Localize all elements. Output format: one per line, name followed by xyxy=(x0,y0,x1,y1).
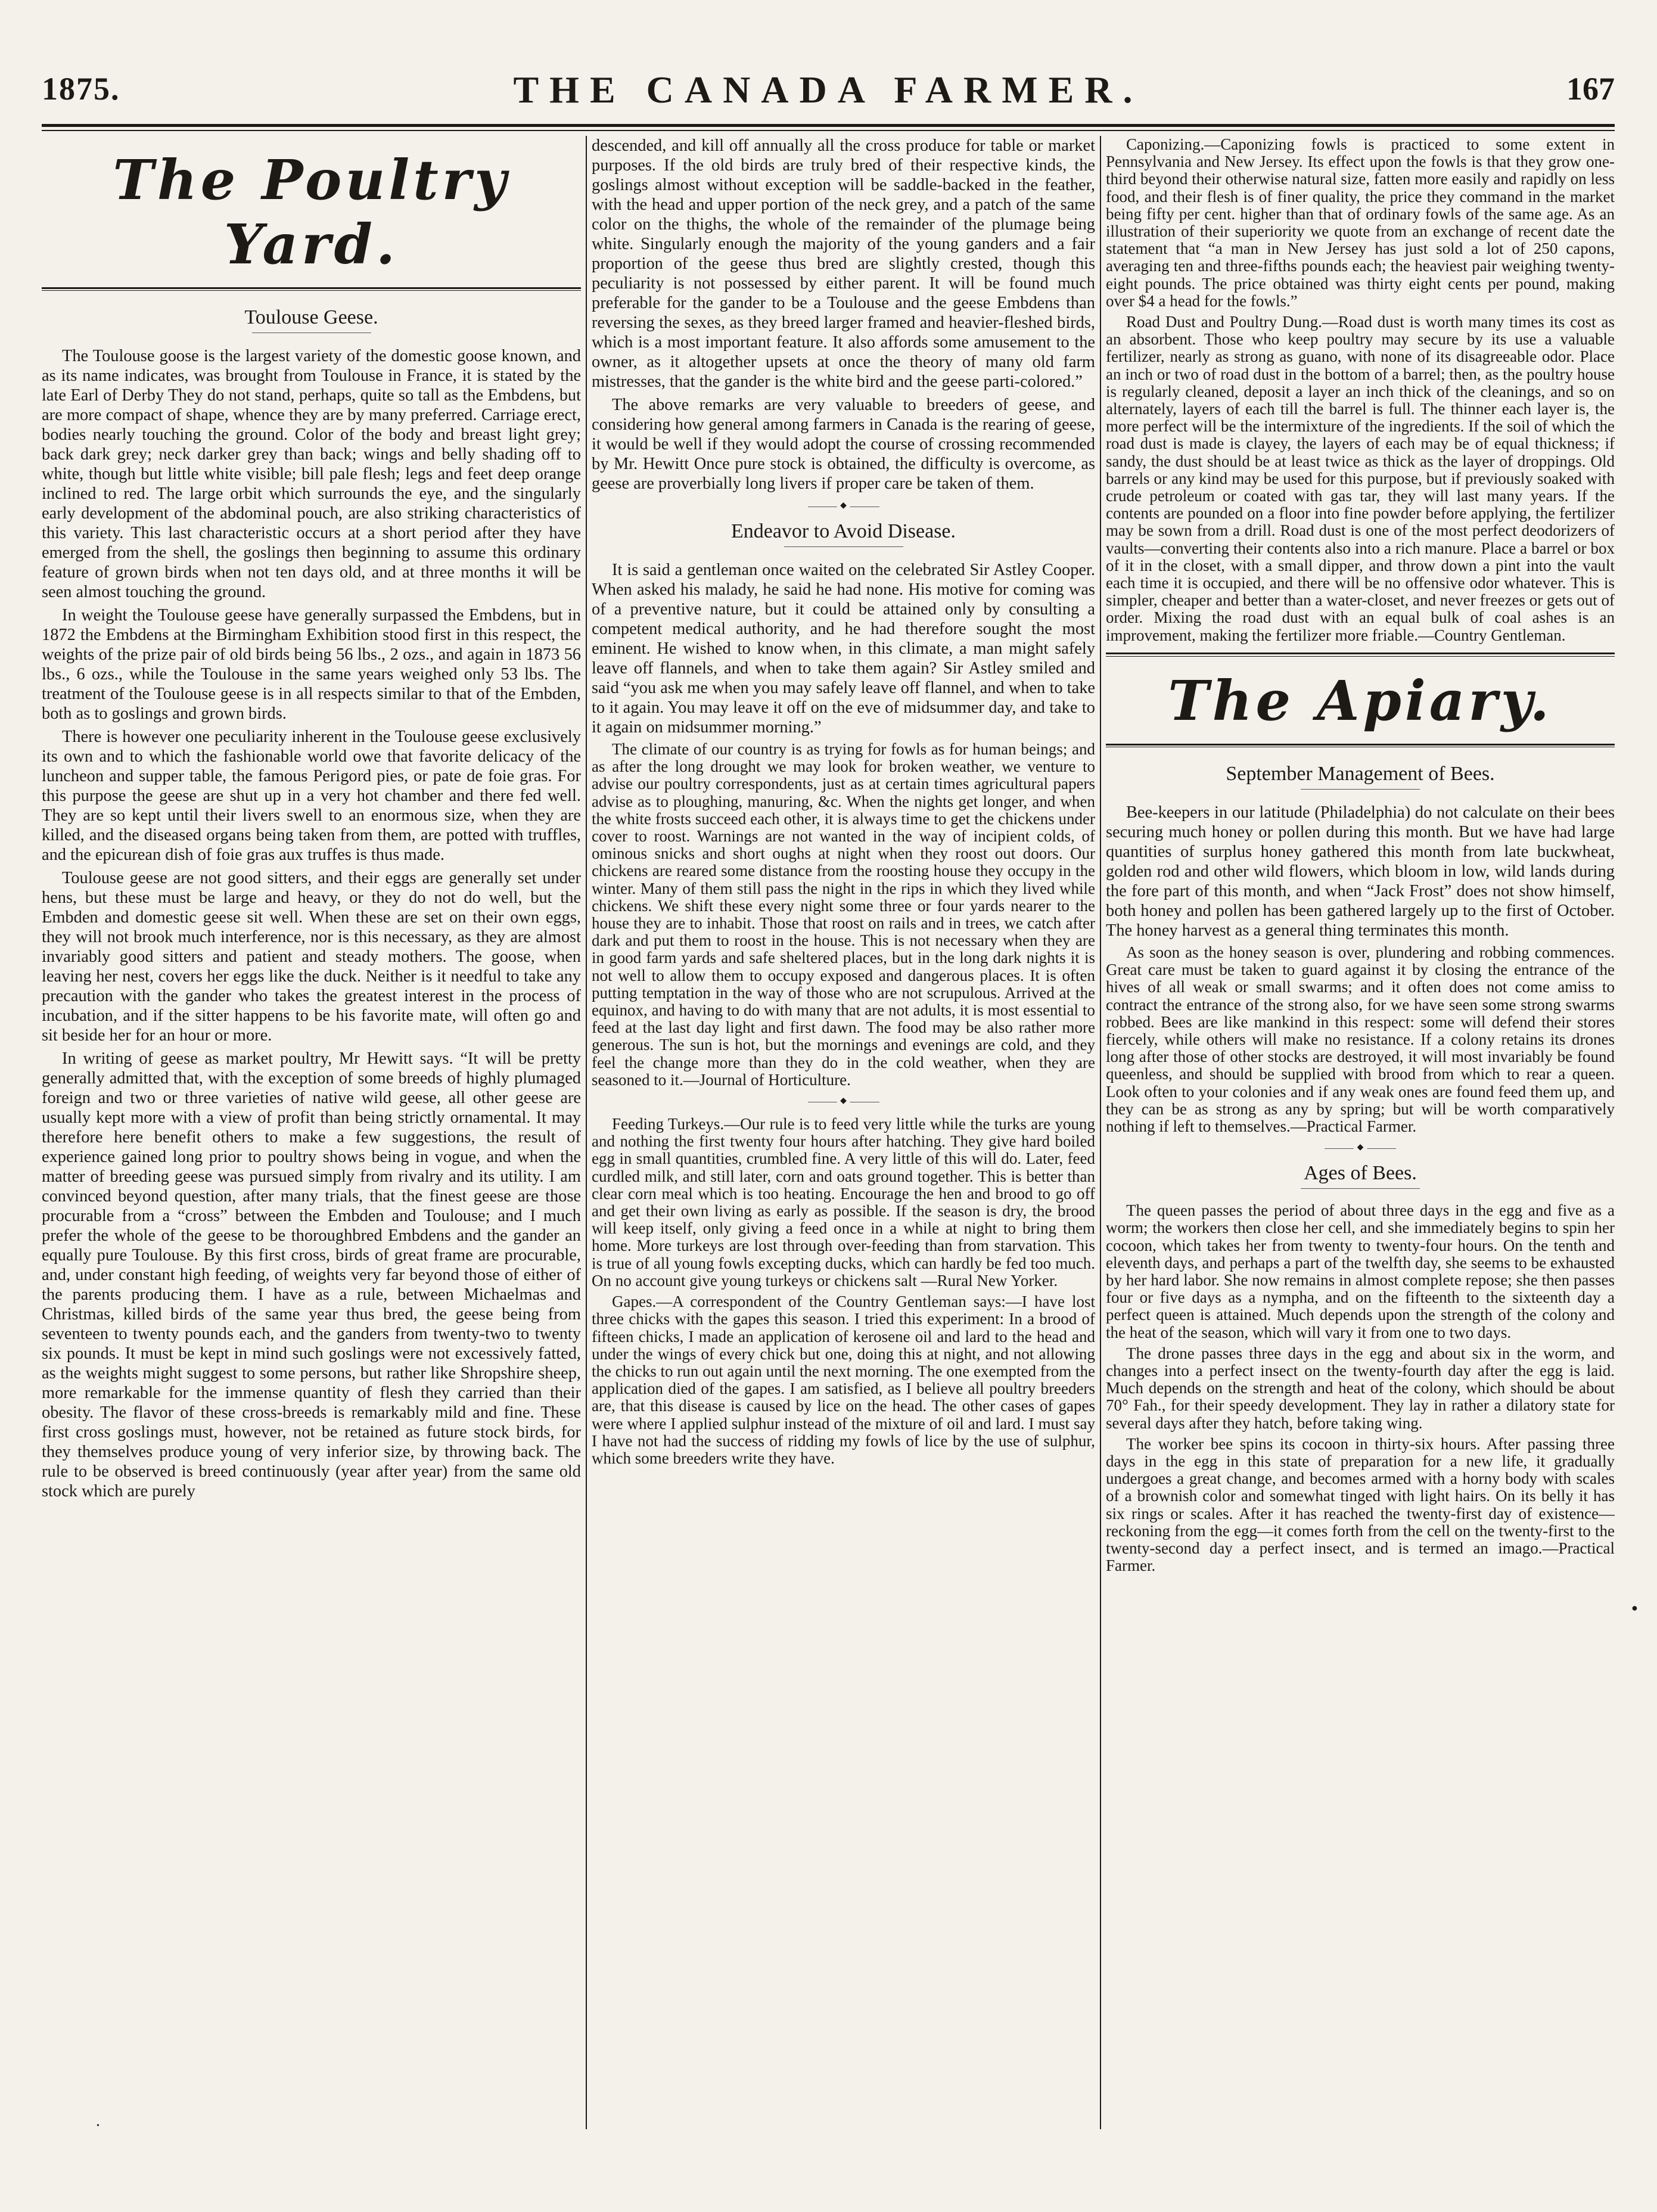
paragraph: Bee-keepers in our latitude (Philadelphia) do not calculate on their bees securing much honey or pollen during this month. But we have had large quantities of surplus honey gathered this month from late buckwheat, golden rod and other wild flowers, which bloom in low, wild lands during the fore part of this month, and when “Jack Frost” does not show himself, both honey and pollen has been gathered largely up to the first of October. The honey harvest as a general thing terminates this month. xyxy=(1106,803,1615,940)
column-1 xyxy=(42,136,581,2138)
department-rule-thin xyxy=(1106,656,1615,657)
department-rule xyxy=(42,287,581,289)
paragraph-caponizing: Caponizing.—Caponizing fowls is practiced to some extent in Pennsylvania and New Jersey. Its effect upon the fowls is that they grow one-third beyond their otherwise natural size, fatten more easily and rapidly on less food, and their flesh is of finer quality, the price they command in the market being fifty per cent. higher than that of ordinary fowls of the same age. As an illustration of their superiority we quote from an exchange of recent date the statement that “a man in New Jersey has just sold a lot of 250 capons, averaging ten and three-fifths pounds each; the heaviest pair weighing twenty-eight pounds. The price obtained was thirty eight cents per pound, making over $4 a head for the fowls.” xyxy=(1106,136,1615,310)
paragraph: In writing of geese as market poultry, Mr Hewitt says. “It will be pretty generally admitted that, with the exception of some breeds of highly plumaged foreign and two or three varieties of native wild geese, all other geese are usually kept more with a view of profit than being strictly ornamental. It may therefore here benefit others to make a few suggestions, the result of experience gained long prior to poultry shows being in vogue, and when the matter of breeding geese was pursued simply from rivalry and its utility. I am convinced beyond question, after many trials, that the finest geese are those procurable from a “cross” between the Embden and Toulouse; and I much prefer the whole of the geese to be thoroughbred Embdens and the gander an equally pure Toulouse. By this first cross, birds of great frame are procurable, and, under constant high feeding, of weights very far beyond those of either of the parents producing them. I have as a rule, between Michaelmas and Christmas, killed birds of the same year thus bred, the geese being from seventeen to twenty pounds each, and the ganders from twenty-two to twenty six pounds. It must be kept in mind such goslings were not excessively fatted, as the weights might suggest to some persons, but rather like Shropshire sheep, more remarkable for the immense quantity of flesh they carried than their obesity. The flavor of these cross-breeds is remarkably mild and fine. These first cross goslings must, however, not be retained as future stock birds, for they themselves produce young of very inferior size, by throwing back. The rule to be observed is breed continuously (year after year) from the same old stock which are purely xyxy=(42,1049,581,1500)
paragraph-gapes: Gapes.—A correspondent of the Country Gentleman says:—I have lost three chicks with the gapes this season. I tried this experiment: In a brood of fifteen chicks, I made an application of kerosene oil and lard to the head and under the wings of every chick but one, doing this at night, and not allowing the chicks to run out again until the next morning. The one exempted from the application died of the gapes. I am satisfied, as I believe all poultry breeders are, that this disease is caused by lice on the head. The other cases of gapes were where I applied sulphur instead of the mixture of oil and lard. I must say I have not had the success of ridding my fowls of lice by the use of sulphur, which some breeders write they have. xyxy=(592,1293,1095,1467)
department-rule xyxy=(1106,653,1615,654)
paragraph: The climate of our country is as trying for fowls as for human beings; and as after the long drought we may look for broken weather, we venture to advise our poultry correspondents, just as at certain times agricultural papers advise as to ploughing, manuring, &c. When the nights get longer, and when the white frosts succeed each other, it is always time to get the chickens under cover to roost. Warnings are not wanted in the way of incipient colds, of ominous snicks and short oughs at night when they roost out doors. Our chickens are reared some distance from the roosting house they occupy in the winter. Many of them still pass the night in the rips in which they lived while chickens. We shift these every night some three or four yards nearer to the house they are to inhabit. Those that roost on rails and in trees, we catch after dark and put them to roost in the house. This is not necessary when they are in good farm yards and safe sheltered places, but in the long dark nights it is not well to allow them to occupy exposed and dangerous places. It is often putting temptation in the way of those who are not scrupulous. Arrived at the equinox, and having to do with many that are not adults, it is most essential to feed at the last day light and first dawn. The food may be also rather more generous. The sun is hot, but the mornings and evenings are cold, and they feel the change more than they do in the cold weather, when they are seasoned to it.—Journal of Horticulture. xyxy=(592,740,1095,1089)
paragraph: The above remarks are very valuable to breeders of geese, and considering how general among farmers in Canada is the rearing of geese, it would be well if they would adopt the course of crossing recommended by Mr. Hewitt Once pure stock is obtained, the difficulty is overcome, as geese are proverbially long livers if proper care be taken of them. xyxy=(592,396,1095,493)
paragraph: As soon as the honey season is over, plundering and robbing commences. Great care must be taken to guard against it by closing the entrance of the hives of all weak or small swarms; and it often does not come amiss to contract the entrance of the strong also, for we have seen some strong swarms robbed. Bees are like mankind in this respect: some will defend their stores fiercely, while others will make no resistance. If a colony retains its drones long after those of other stocks are destroyed, it will most invariably be found queenless, and should be supplied with brood from which to rear a queen. Look often to your colonies and if any weak ones are found feed them up, and they can be as strong as any by spring; but will be worth comparatively nothing if left to themselves.—Practical Farmer. xyxy=(1106,943,1615,1135)
header-year: 1875. xyxy=(42,71,120,107)
paragraph: Toulouse geese are not good sitters, and their eggs are generally set under hens, but these must be large and heavy, or they do not do well, but the Embden and domestic geese sit well. When these are set on their own eggs, they will not brook much interference, nor is this necessary, as they are almost invariably good sitters and patient and steady mothers. The goose, when leaving her nest, covers her eggs like the duck. Neither is it needful to take any precaution with the gander who takes the greatest interest in the process of incubation, and if the sitter happens to be his favorite mate, will often go and sit beside her for an hour or more. xyxy=(42,869,581,1045)
apiary-department-title: The Apiary. xyxy=(1168,668,1553,733)
page-header xyxy=(42,70,1615,118)
section-title-september-bees: September Management of Bees. xyxy=(1106,763,1615,790)
margin-mark: ● xyxy=(1631,1602,1638,1614)
department-rule xyxy=(1106,744,1615,745)
paragraph: The drone passes three days in the egg and about six in the worm, and changes into a perfect insect on the twenty-fourth day after the egg is laid. Much depends on the strength and heat of the colony, which should be about 70° Fah., for their speedy development. They lay in rather a dilatory state for several days after they hatch, before taking wing. xyxy=(1106,1344,1615,1432)
header-rule-thin xyxy=(42,130,1615,131)
paragraph-road-dust: Road Dust and Poultry Dung.—Road dust is worth many times its cost as an absorbent. Those who keep poultry may secure by its use a valuable fertilizer, nearly as strong as guano, with none of its disagreeable odor. Place an inch or two of road dust in the bottom of a barrel; then, as the poultry house is regularly cleaned, deposit a layer an inch thick of the cleanings, and so on alternately, layers of each till the barrel is full. The thinner each layer is, the more perfect will be the intermixture of the ingredients. If the soil of which the road dust is made is clayey, the layers of each may be of equal thickness; if sandy, the dust should be at least twice as thick as the layer of droppings. Old barrels or any kind may be used for this purpose, but if previously soaked with crude petroleum or coated with gas tar, they will last many years. If the contents are pounded on a floor into fine powder before applying, the fertilizer may be sown from a drill. Road dust is one of the most perfect deodorizers of vaults—converting their contents also into a rich manure. Place a barrel or box of it in the closet, with a small dipper, and throw down a pint into the vault each time it is occupied, and there will be no offensive odor whatever. This is simpler, cheaper and better than a water-closet, and never freezes or gets out of order. Mixing the road dust with an equal bulk of coal ashes is an improvement, making the fertilizer more friable.—Country Gentleman. xyxy=(1106,313,1615,644)
paragraph: The queen passes the period of about three days in the egg and five as a worm; the workers then close her cell, and she immediately begins to spin her cocoon, which takes her from twenty to twenty-four hours. On the tenth and eleventh days, and perhaps a part of the twelfth day, she seems to be exhausted by her hard labor. She now remains in almost complete repose; she then passes four or five days as a nympha, and on the fifteenth to the sixteenth day a perfect queen is attained. Much depends upon the strength of the colony and the heat of the season, which will vary it from one to two days. xyxy=(1106,1201,1615,1341)
page-number: 167 xyxy=(1566,71,1615,107)
paragraph: The worker bee spins its cocoon in thirty-six hours. After passing three days in the egg in this state of preparation for a new life, it gradually undergoes a great change, and becomes armed with a horny body with scales of a brownish color and somewhat tinged with light hairs. On its belly it has six rings or scales. After it has reached the twenty-first day of existence—reckoning from the egg—it comes forth from the cell on the twenty-first to the twenty-second day a perfect insect, and is termed an imago.—Practical Farmer. xyxy=(1106,1434,1615,1575)
paragraph: The Toulouse goose is the largest variety of the domestic goose known, and as its name indicates, was brought from Toulouse in France, it is stated by the late Earl of Derby They do not stand, perhaps, quite so tall as the Embdens, but are more compact of shape, whence they are by many preferred. Carriage erect, bodies nearly touching the ground. Color of the body and breast light grey; back dark grey; neck darker grey than back; wings and belly shading off to white, though but little white visible; bill pale flesh; legs and feet deep orange inclined to red. The large orbit which surrounds the eye, and the singularly early development of the abdominal pouch, are also striking characteristics of this variety. This last characteristic occurs at a short period after they have emerged from the shell, the goslings then beginning to assume this ordinary feature of grown birds when not ten days old, and at three months it will be seen almost touching the ground. xyxy=(42,347,581,601)
column-3 xyxy=(1106,136,1615,2138)
section-title-avoid-disease: Endeavor to Avoid Disease. xyxy=(592,520,1095,547)
margin-mark: • xyxy=(97,2121,100,2130)
header-rule xyxy=(42,124,1615,127)
newspaper-title: THE CANADA FARMER. xyxy=(513,69,1143,111)
paragraph-feeding-turkeys: Feeding Turkeys.—Our rule is to feed very little while the turks are young and nothing the first twenty four hours after hatching. They give hard boiled egg in small quantities, crumbled fine. A very little of this will do. Later, feed curdled milk, and still later, corn and oats ground together. This is better than clear corn meal which is too heating. Encourage the hen and brood to go off and get their own living as early as possible. If the season is dry, the brood will keep itself, only giving a feed once in a while at night to bring them home. More turkeys are lost through over-feeding than from starvation. This is true of all young fowls excepting ducks, which can hardly be fed too much. On no account give young turkeys or chickens salt —Rural New Yorker. xyxy=(592,1115,1095,1290)
paragraph: It is said a gentleman once waited on the celebrated Sir Astley Cooper. When asked his malady, he said he had none. His motive for coming was of a preventive nature, but it could be attained only by consulting a competent medical authority, and he had therefore sought the most eminent. He wished to know when, in this climate, a man might safely leave off flannels, and when to take them again? Sir Astley smiled and said “you ask me when you may safely leave off flannel, and when to take to it again. You may leave it off on the eve of midsummer day, and take to it again on midsummer morning.” xyxy=(592,561,1095,737)
section-title-ages-of-bees: Ages of Bees. xyxy=(1106,1162,1615,1189)
paragraph: In weight the Toulouse geese have generally surpassed the Embdens, but in 1872 the Embdens at the Birmingham Exhibition stood first in this respect, the weights of the prize pair of old birds being 56 lbs., 2 ozs., and again in 1873 56 lbs., 6 ozs., while the Toulouse in the same years weighed only 53 lbs. The treatment of the Toulouse geese is in all respects similar to that of the Embden, both as to goslings and grown birds. xyxy=(42,606,581,723)
paragraph: There is however one peculiarity inherent in the Toulouse geese exclusively its own and to which the fashionable world owe that favorite delicacy of the luncheon and supper table, the famous Perigord pies, or pate de foie gras. For this purpose the geese are shut up in a very hot chamber and there fed well. They are so kept until their livers swell to an enormous size, when they are killed, and the diseased organs being taken from them, are potted with truffles, and the epicurean dish of foie gras aux truffes is thus made. xyxy=(42,728,581,864)
column-2 xyxy=(592,136,1095,2138)
column-divider xyxy=(586,136,587,2129)
department-rule-thin xyxy=(42,290,581,291)
section-title-toulouse-geese: Toulouse Geese. xyxy=(42,306,581,333)
poultry-department-title: The Poultry Yard. xyxy=(113,148,510,276)
section-separator xyxy=(1325,1148,1396,1149)
column-divider xyxy=(1100,136,1101,2129)
paragraph-continued: descended, and kill off annually all the cross produce for table or market purposes. If the old birds are truly bred of their respective kinds, the goslings almost without exception will be saddle-backed in the feather, with the head and upper portion of the neck grey, and a patch of the same color on the thighs, the whole of the remainder of the plumage being white. Singularly enough the majority of the young ganders and a fair proportion of the geese thus bred are slightly crested, though this peculiarity is not possessed by either parent. It will be found much preferable for the gander to be a Toulouse and the geese Embdens than reversing the sexes, as they breed larger framed and heavier-fleshed birds, which is a most important feature. It also affords some amusement to the owner, as it altogether upsets at once the theory of many old farm mistresses, that the gander is the white bird and the geese parti-colored.” xyxy=(592,136,1095,391)
